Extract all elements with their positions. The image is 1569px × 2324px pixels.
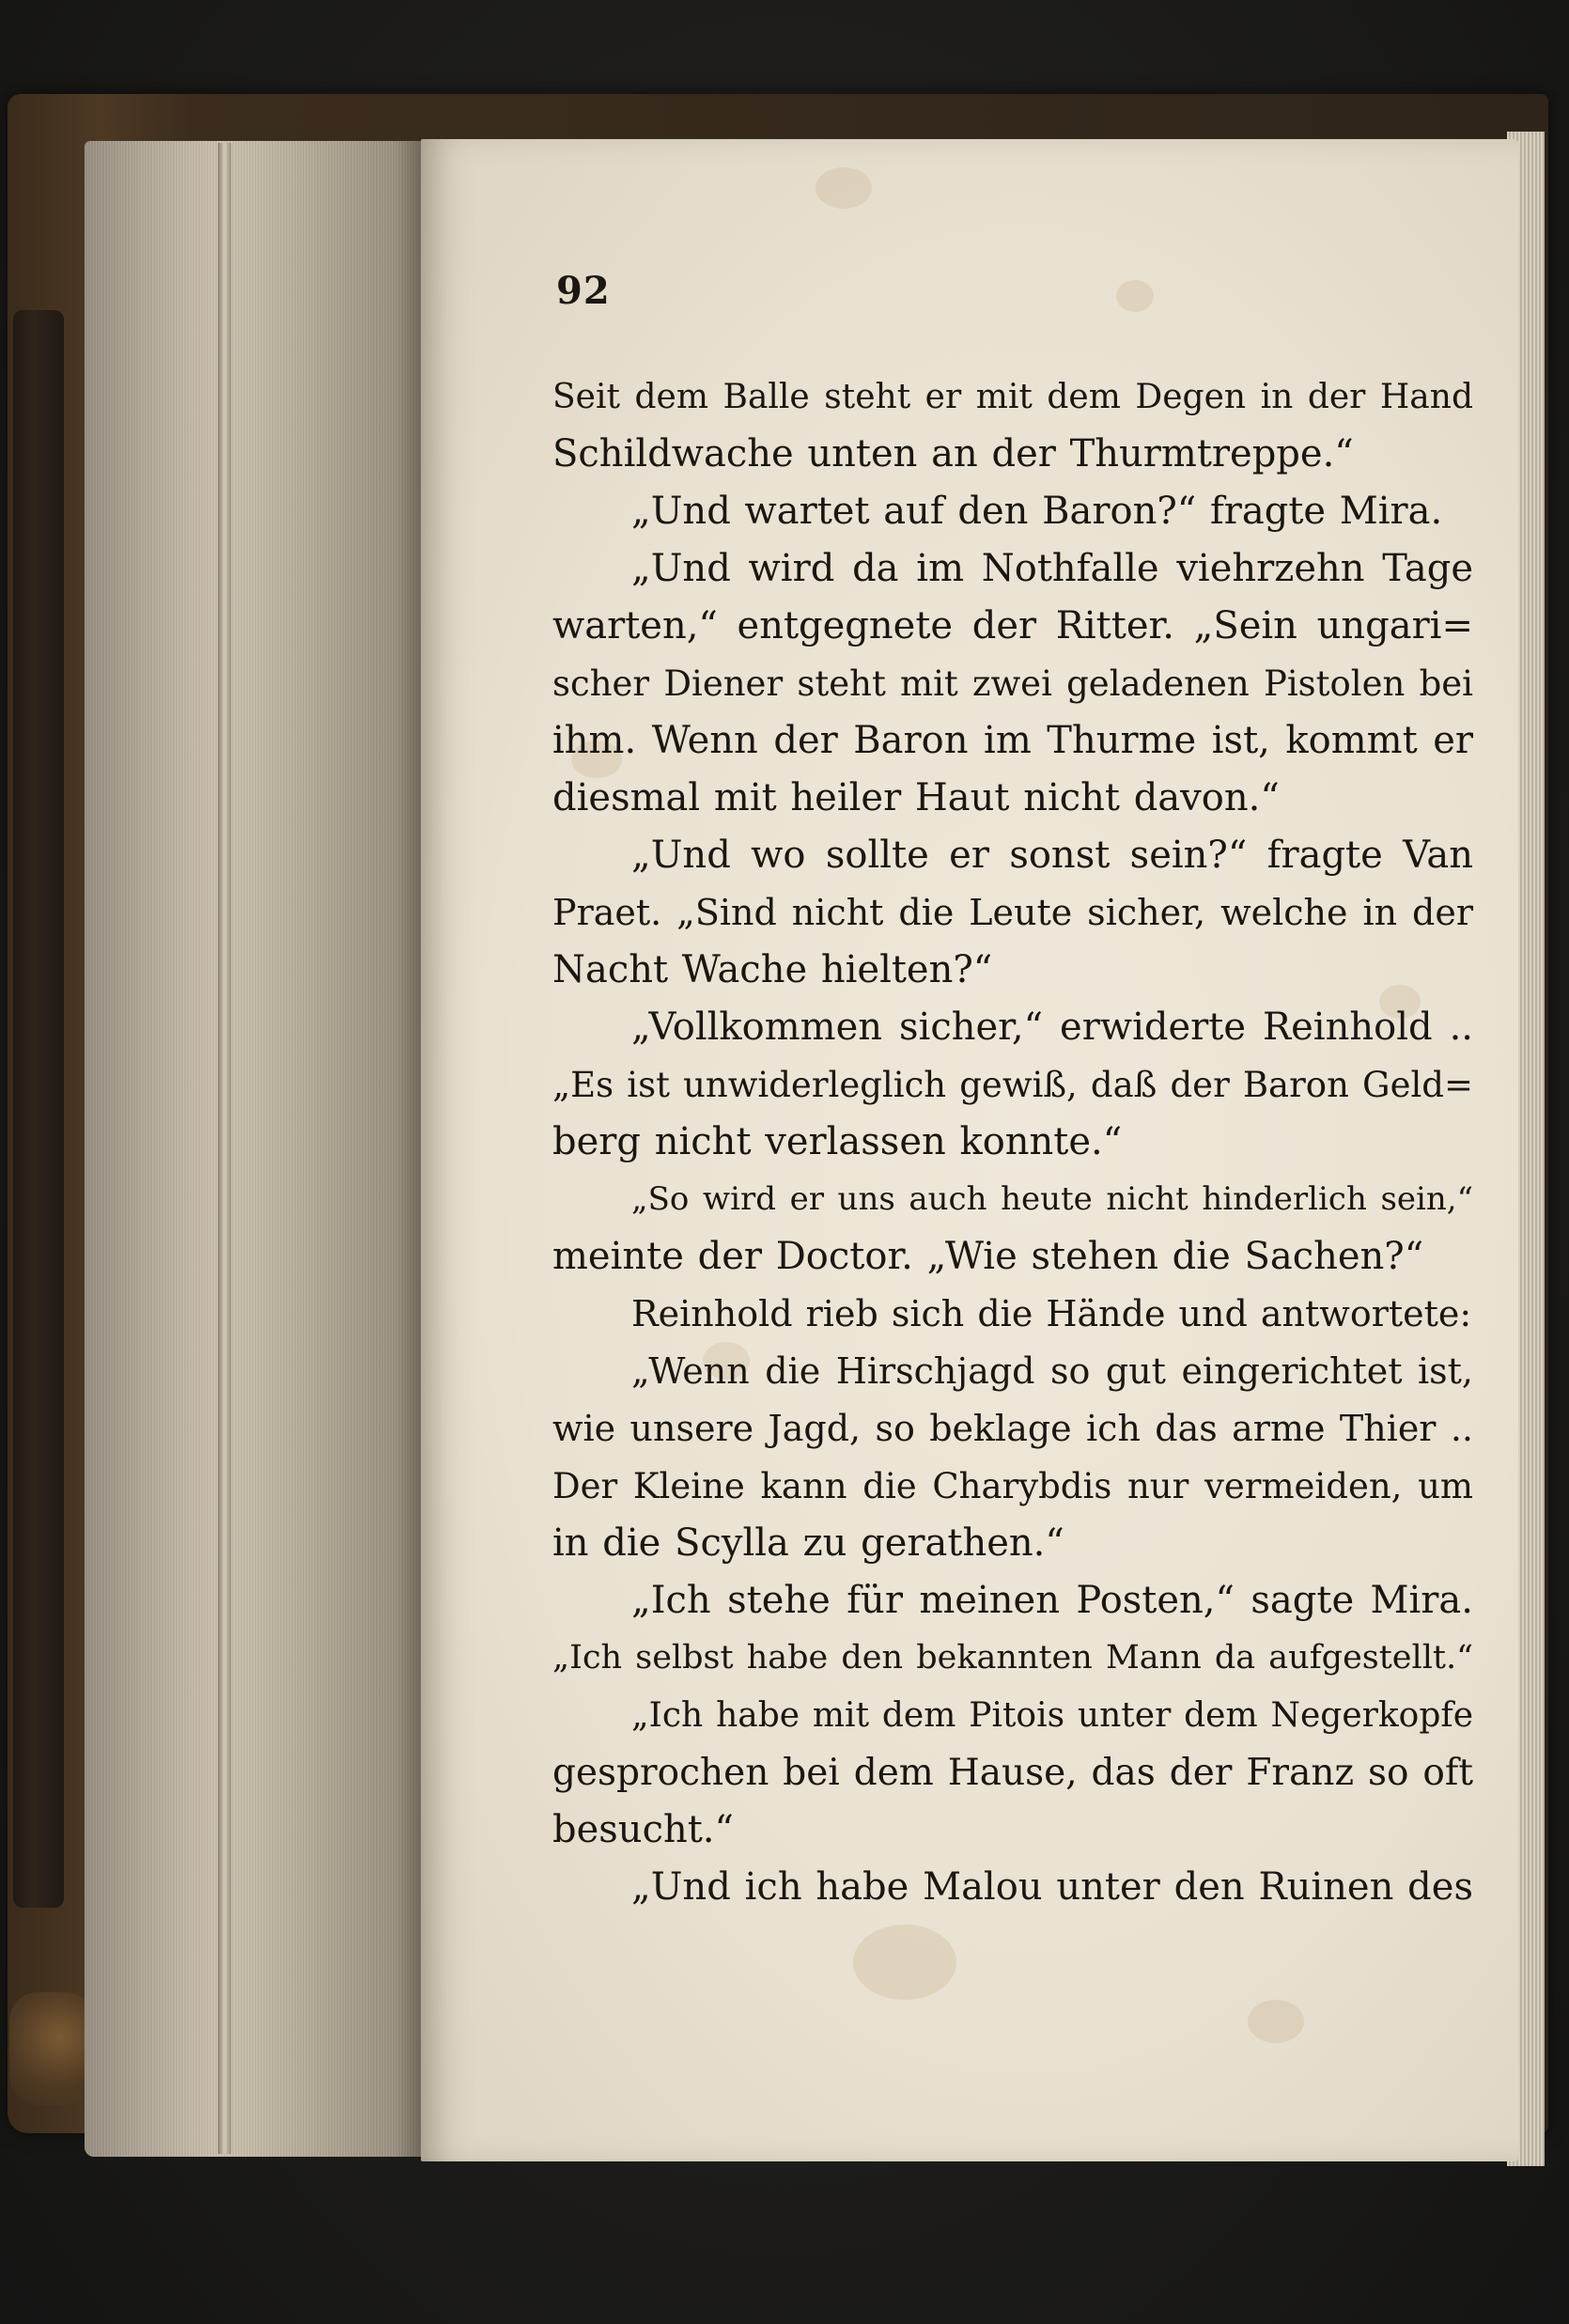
page-block-gap (218, 143, 231, 2154)
text-line: Der Kleine kann die Charybdis nur vermeiden, um (552, 1466, 1473, 1506)
text-line: besucht.“ (552, 1808, 734, 1851)
text-line: gesprochen bei dem Hause, das der Franz so oft (552, 1752, 1473, 1794)
text-line: „Ich stehe für meinen Posten,“ sagte Mira. (631, 1579, 1473, 1622)
text-line: „Und wo sollte er sonst sein?“ fragte Van (631, 834, 1473, 877)
text-line: „Ich habe mit dem Pitois unter dem Negerkopfe (631, 1696, 1473, 1735)
text-line: Reinhold rieb sich die Hände und antwortete: (631, 1293, 1472, 1334)
text-line: „Vollkommen sicher,“ erwiderte Reinhold .. (631, 1006, 1473, 1049)
text-line: „Und wird da im Nothfalle viehrzehn Tage (631, 547, 1473, 590)
cover-corner-wear (9, 1992, 94, 2105)
foxing-spot (1116, 280, 1154, 312)
text-line: Schildwache unten an der Thurmtreppe.“ (552, 432, 1354, 476)
page-text (552, 368, 1473, 1916)
text-line: Nacht Wache hielten?“ (552, 948, 993, 991)
text-line: warten,“ entgegnete der Ritter. „Sein ungari= (552, 604, 1473, 647)
text-line: ihm. Wenn der Baron im Thurme ist, kommt er (552, 719, 1473, 762)
text-line: Seit dem Balle steht er mit dem Degen in der Hand (552, 378, 1473, 416)
page-block-edges (85, 141, 423, 2157)
text-line: „So wird er uns auch heute nicht hinderlich sein,“ (631, 1180, 1473, 1218)
foxing-spot (816, 167, 872, 209)
text-line: berg nicht verlassen konnte.“ (552, 1120, 1123, 1163)
foxing-spot (1248, 2000, 1304, 2043)
text-line: „Es ist unwiderleglich gewiß, daß der Baron Geld= (552, 1065, 1473, 1105)
text-line: „Und ich habe Malou unter den Ruinen des (631, 1865, 1473, 1909)
text-line: Praet. „Sind nicht die Leute sicher, welche in der (552, 892, 1473, 933)
text-line: diesmal mit heiler Haut nicht davon.“ (552, 776, 1280, 819)
cover-spine-wear (13, 310, 64, 1908)
text-line: „Und wartet auf den Baron?“ fragte Mira. (631, 490, 1443, 533)
page-number: 92 (556, 269, 611, 313)
text-line: in die Scylla zu gerathen.“ (552, 1521, 1064, 1565)
text-line: meinte der Doctor. „Wie stehen die Sachen?“ (552, 1235, 1424, 1278)
text-line: wie unsere Jagd, so beklage ich das arme Thier .. (552, 1408, 1473, 1449)
text-line: „Wenn die Hirschjagd so gut eingerichtet ist, (631, 1350, 1473, 1392)
text-line: scher Diener steht mit zwei geladenen Pistolen bei (552, 663, 1473, 704)
text-line: „Ich selbst habe den bekannten Mann da aufgestellt.“ (552, 1639, 1473, 1677)
foxing-spot (853, 1925, 956, 2000)
